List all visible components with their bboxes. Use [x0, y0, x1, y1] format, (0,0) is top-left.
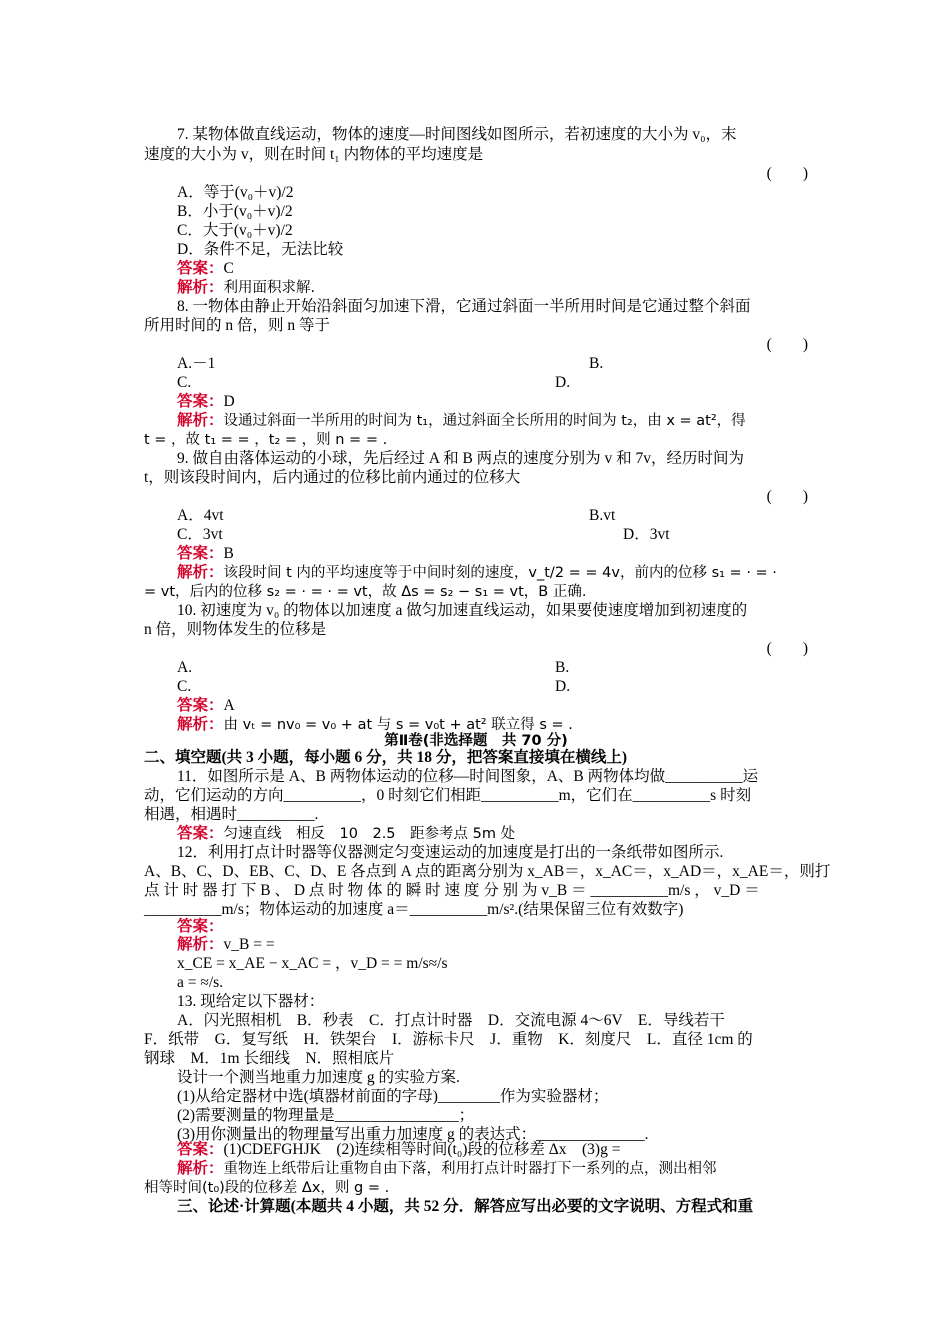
answer-label: 答案： [177, 918, 224, 935]
answer-label: 答案： [177, 1141, 224, 1158]
q10-option-d: D. [555, 678, 571, 695]
q12-explanation-line2: x_CE = x_AE − x_AC = ，v_D = = m/s≈/s [177, 955, 448, 972]
answer-value: D [223, 393, 235, 410]
q9-option-b: B.vt [589, 507, 616, 524]
q10-answer [177, 696, 808, 716]
explanation-text: 由 vₜ = nv₀ = v₀ + at 与 s = v₀t + at² 联立得 s = . [223, 717, 573, 733]
q8-option-b: B. [589, 355, 604, 372]
q7-option-d: D．条件不足，无法比较 [177, 241, 344, 258]
explanation-label: 解析： [177, 716, 224, 733]
part2-heading: 二、填空题(共 3 小题，每小题 6 分，共 18 分，把答案直接填在横线上) [144, 749, 628, 766]
q8-stem-line1: 8. 一物体由静止开始沿斜面匀加速下滑，它通过斜面一半所用时间是它通过整个斜面 [177, 298, 751, 315]
q8-option-d: D. [555, 374, 571, 391]
q12-stem-line1: 12．利用打点计时器等仪器测定匀变速运动的加速度是打出的一条纸带如图所示. [177, 844, 724, 861]
q9-stem-line1: 9. 做自由落体运动的小球，先后经过 A 和 B 两点的速度分别为 v 和 7v，经历时间为 [177, 450, 745, 467]
answer-label: 答案： [177, 260, 224, 277]
q12-stem-line2: A、B、C、D、EB、C、D、E 各点到 A 点的距离分别为 x_AB＝，x_AC＝，x_AD＝，x_AE＝，则打 [144, 863, 831, 880]
q9-answer [177, 544, 808, 564]
q9-stem-line2: t，则该段时间内，后内通过的位移比前内通过的位移大 [144, 469, 521, 486]
q13-answer [177, 1140, 808, 1160]
q7-stem-line2: 速度的大小为 v，则在时间 t₁ 内物体的平均速度是 [144, 146, 484, 163]
q9-options-cd [177, 525, 808, 545]
explanation-text: 该段时间 t 内的平均速度等于中间时刻的速度，v_t/2 = = 4v，前内的位移 s₁ = · = · [223, 565, 777, 581]
q9-option-d: D．3vt [623, 526, 670, 543]
q9-explanation-line1 [177, 563, 808, 583]
q8-answer-paren: ( ) [766, 336, 808, 353]
explanation-text: v_B = = [223, 936, 275, 953]
q13-stem-line1: 13. 现给定以下器材： [177, 993, 325, 1010]
q10-stem-line2: n 倍，则物体发生的位移是 [144, 621, 327, 638]
q13-materials-line1: A．闪光照相机 B．秒表 C．打点计时器 D．交流电源 4～6V E．导线若干 [177, 1012, 725, 1029]
q12-stem-line4: __________m/s；物体运动的加速度 a＝__________m/s².(结果保留三位有效数字) [144, 901, 684, 918]
answer-label: 答案： [177, 545, 224, 562]
explanation-text: 利用面积求解. [223, 280, 316, 296]
q13-sub2: (2)需要测量的物理量是________________； [177, 1107, 475, 1124]
q8-options-cd [177, 373, 808, 393]
q7-answer-paren: ( ) [766, 165, 808, 182]
explanation-label: 解析： [177, 564, 224, 581]
q9-option-c: C．3vt [177, 526, 223, 543]
q10-option-c: C. [177, 678, 192, 695]
q8-options-ab [177, 354, 808, 374]
q10-options-cd [177, 677, 808, 697]
q13-sub1: (1)从给定器材中选(填器材前面的字母)________作为实验器材； [177, 1088, 609, 1105]
answer-value: B [223, 545, 234, 562]
q8-explanation-line2: t = ，故 t₁ = = ，t₂ = ，则 n = = . [144, 432, 388, 448]
q11-answer [177, 824, 808, 844]
q8-answer [177, 392, 808, 412]
answer-value: (1)CDEFGHJK (2)连续相等时间(t₀)段的位移差 Δx (3)g = [223, 1141, 621, 1158]
q9-options-ab [177, 506, 808, 526]
q10-option-b: B. [555, 659, 570, 676]
q11-stem-line3: 相遇，相遇时__________. [144, 806, 319, 823]
explanation-label: 解析： [177, 936, 224, 953]
q13-materials-line3: 钢球 M．1m 长细线 N．照相底片 [144, 1050, 395, 1067]
q7-explanation [177, 278, 808, 298]
q9-answer-paren: ( ) [766, 488, 808, 505]
explanation-label: 解析： [177, 412, 224, 429]
q13-materials-line2: F．纸带 G．复写纸 H．铁架台 I．游标卡尺 J．重物 K．刻度尺 L．直径 1cm 的 [144, 1031, 753, 1048]
q7-option-c: C．大于(v₀＋v)/2 [177, 222, 293, 239]
q10-stem-line1: 10. 初速度为 v₀ 的物体以加速度 a 做匀加速直线运动，如果要使速度增加到初速度的 [177, 602, 748, 619]
q8-stem-line2: 所用时间的 n 倍，则 n 等于 [144, 317, 331, 334]
explanation-label: 解析： [177, 1160, 224, 1177]
explanation-text: 设通过斜面一半所用的时间为 t₁，通过斜面全长所用的时间为 t₂，由 x = at²，得 [223, 413, 746, 429]
answer-value: 匀速直线 相反 10 2.5 距参考点 5m 处 [223, 826, 516, 842]
q13-sub3: (3)用你测量出的物理量写出重力加速度 g 的表达式：______________. [177, 1126, 649, 1143]
q13-task: 设计一个测当地重力加速度 g 的实验方案. [177, 1069, 460, 1086]
part3-heading: 三、论述·计算题(本题共 4 小题，共 52 分．解答应写出必要的文字说明、方程式和重 [177, 1198, 754, 1215]
explanation-text: 重物连上纸带后让重物自由下落，利用打点计时器打下一系列的点，测出相邻 [223, 1161, 717, 1177]
q8-option-c: C. [177, 374, 192, 391]
q12-explanation-line1 [177, 935, 808, 955]
q9-explanation-line2: = vt，后内的位移 s₂ = · = · = vt，故 Δs = s₂ − s₁ = vt，B 正确. [144, 584, 587, 600]
q11-stem-line1: 11．如图所示是 A、B 两物体运动的位移—时间图象，A、B 两物体均做__________运 [177, 768, 759, 785]
q7-stem-line1: 7. 某物体做直线运动，物体的速度—时间图线如图所示，若初速度的大小为 v₀，末 [177, 126, 737, 143]
answer-label: 答案： [177, 393, 224, 410]
q8-explanation-line1 [177, 411, 808, 431]
q7-option-b: B．小于(v₀＋v)/2 [177, 203, 293, 220]
q13-explanation-line2: 相等时间(t₀)段的位移差 Δx，则 g = . [144, 1180, 390, 1196]
q13-explanation-line1 [177, 1159, 808, 1179]
q9-option-a: A．4vt [177, 507, 224, 524]
q12-explanation-line3: a = ≈/s. [177, 974, 224, 991]
answer-label: 答案： [177, 697, 224, 714]
q10-options-ab [177, 658, 808, 678]
q8-option-a: A.－1 [177, 355, 216, 372]
explanation-label: 解析： [177, 279, 224, 296]
q12-answer [177, 917, 808, 937]
q7-answer [177, 259, 808, 279]
section-title: 第Ⅱ卷(非选择题 共 70 分) [384, 733, 568, 749]
q12-stem-line3: 点 计 时 器 打 下 B 、 D 点 时 物 体 的 瞬 时 速 度 分 别 为 v_B ＝ __________m/s ， v_D ＝ [144, 882, 760, 899]
q11-stem-line2: 动，它们运动的方向__________，0 时刻它们相距__________m，它们在__________s 时刻 [144, 787, 752, 804]
answer-label: 答案： [177, 825, 224, 842]
q7-option-a: A．等于(v₀＋v)/2 [177, 184, 294, 201]
q10-option-a: A. [177, 659, 193, 676]
answer-value: A [223, 697, 235, 714]
answer-value: C [223, 260, 234, 277]
q10-answer-paren: ( ) [766, 640, 808, 657]
